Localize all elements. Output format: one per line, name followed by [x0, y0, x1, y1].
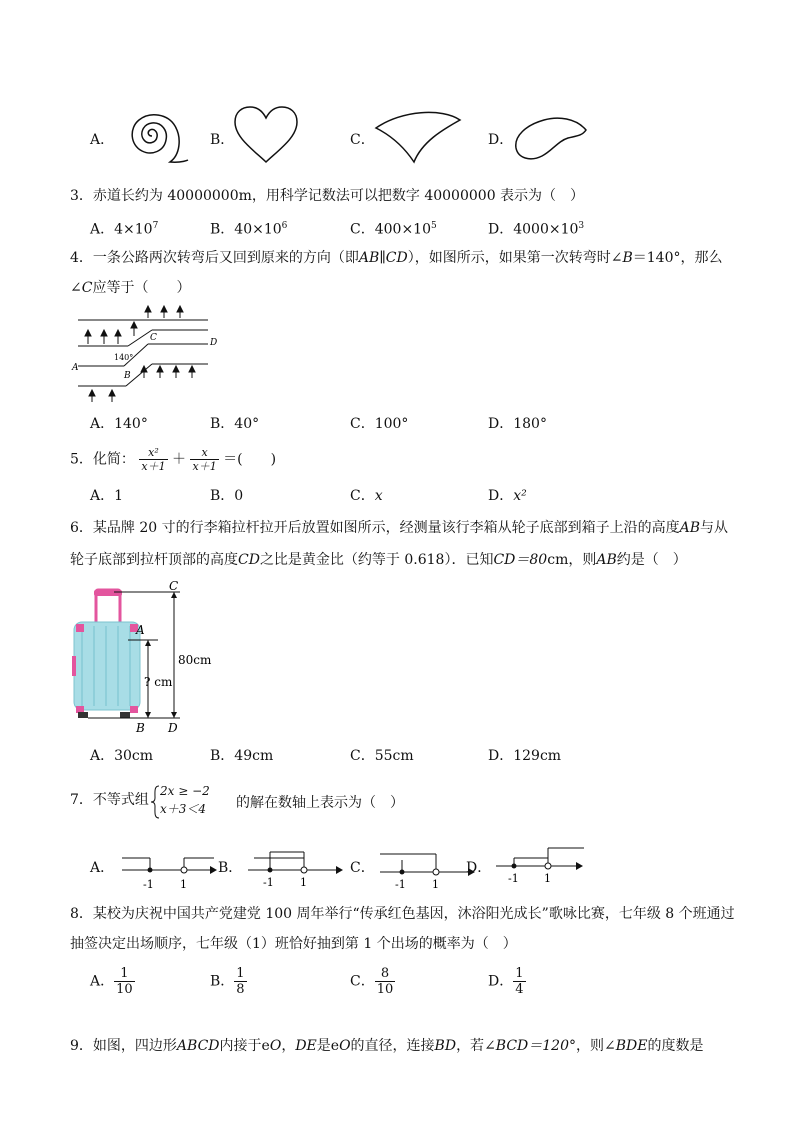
q2-option-b-label: B．: [210, 132, 235, 148]
q4-option-b: B．40°: [210, 416, 260, 432]
spiral-figure: [112, 100, 192, 170]
q3-option-a: A．$4\times 10^7$: [90, 221, 159, 238]
q3-option-c: C．$400\times 10^5$: [350, 221, 437, 238]
road-label-b: B: [124, 371, 131, 381]
q7-stem-prefix: 7．不等式组: [70, 792, 149, 808]
q2-option-c-label: C．: [350, 132, 375, 148]
road-angle-label: 140°: [114, 353, 134, 362]
q7-brace: [150, 784, 160, 820]
luggage-label-a: A: [136, 623, 145, 637]
q4-option-d: D．180°: [488, 416, 547, 432]
q4-option-c: C．100°: [350, 416, 409, 432]
number-line-a: [118, 846, 218, 892]
number-line-c-tick-pos: 1: [432, 878, 439, 891]
q3-option-d: D．$4000\times 10^3$: [488, 221, 585, 238]
number-line-b-tick-pos: 1: [300, 876, 307, 888]
q5-stem: 5．化简： $\frac{\text{x²}}{x+1}$ ＋ $\frac{x}{x+1}$ ＝( ): [70, 446, 277, 473]
number-line-d-tick-pos: 1: [544, 872, 551, 884]
q6-stem-line1: 6．某品牌 20 寸的行李箱拉杆拉开后放置如图所示，经测量该行李箱从轮子底部到箱子上沿的高度AB与从: [70, 520, 729, 536]
luggage-label-b: B: [136, 721, 145, 734]
fan-figure: [372, 106, 464, 166]
heart-figure: [232, 104, 300, 166]
q4-stem-line1: 4．一条公路两次转弯后又回到原来的方向（即AB∥CD），如图所示，如果第一次转弯时∠B＝140°，那么: [70, 250, 723, 266]
q3-option-b: B．$40\times 10^6$: [210, 221, 288, 238]
number-line-c: [376, 846, 476, 892]
luggage-unknown-label: ? cm: [144, 675, 173, 689]
number-line-b-tick-neg: -1: [263, 876, 274, 888]
number-line-d: [492, 838, 592, 884]
q8-option-b: B． $\frac{1}{8}$: [210, 966, 245, 997]
q8-option-c: C． $\frac{8}{10}$: [350, 966, 394, 997]
number-line-a-tick-neg: -1: [143, 878, 154, 891]
q6-option-a: A．30cm: [90, 748, 154, 764]
q9-stem: 9．如图，四边形ABCD内接于eO，DE是eO的直径，连接BD，若∠BCD＝120°，则∠BDE的度数是: [70, 1038, 704, 1054]
number-line-c-tick-neg: -1: [395, 878, 406, 891]
q7-option-d-label: D．: [466, 860, 492, 876]
q3-stem: 3．赤道长约为 40000000m，用科学记数法可以把数字 40000000 表示为（ ）: [70, 188, 585, 204]
q6-option-b: B．49cm: [210, 748, 274, 764]
road-label-a: A: [72, 363, 79, 373]
q2-option-d-label: D．: [488, 132, 514, 148]
q8-stem-line2: 抽签决定出场顺序，七年级（1）班恰好抽到第 1 个出场的概率为（ ）: [70, 936, 517, 952]
luggage-length-label: 80cm: [178, 653, 212, 667]
q5-option-a: A．1: [90, 488, 124, 504]
q4-option-a: A．140°: [90, 416, 148, 432]
q5-option-b: B．0: [210, 488, 244, 504]
q8-option-d: D． $\frac{1}{4}$: [488, 966, 524, 997]
q5-option-d: D．x²: [488, 488, 527, 504]
luggage-label-c: C: [169, 579, 179, 593]
luggage-label-d: D: [168, 721, 178, 734]
road-figure: [68, 300, 228, 410]
q2-option-a-label: A．: [90, 132, 115, 148]
q4-stem-line2: ∠C应等于（ ）: [70, 280, 191, 296]
q7-option-c-label: C．: [350, 860, 375, 876]
q8-stem-line1: 8．某校为庆祝中国共产党建党 100 周年举行“传承红色基因，沐浴阳光成长”歌咏比赛，七年级 8 个班通过: [70, 906, 735, 922]
q7-option-b-label: B．: [218, 860, 243, 876]
q8-option-a: A． $\frac{1}{10}$: [90, 966, 133, 997]
luggage-figure: [68, 578, 228, 734]
number-line-b: [244, 842, 344, 888]
number-line-a-tick-pos: 1: [180, 878, 187, 891]
road-label-c: C: [150, 333, 157, 343]
q6-option-d: D．129cm: [488, 748, 562, 764]
road-label-d: D: [210, 338, 218, 348]
q7-system: 2x ≥ −2 x＋3＜4: [160, 784, 210, 816]
q6-option-c: C．55cm: [350, 748, 414, 764]
q5-option-c: C．x: [350, 488, 383, 504]
q7-stem-suffix: 的解在数轴上表示为（ ）: [236, 795, 404, 811]
teardrop-figure: [510, 108, 592, 164]
q6-stem-line2: 轮子底部到拉杆顶部的高度CD之比是黄金比（约等于 0.618）．已知CD＝80cm，则AB约是（ ）: [70, 552, 687, 568]
q7-option-a-label: A．: [90, 860, 115, 876]
number-line-d-tick-neg: -1: [508, 872, 519, 884]
